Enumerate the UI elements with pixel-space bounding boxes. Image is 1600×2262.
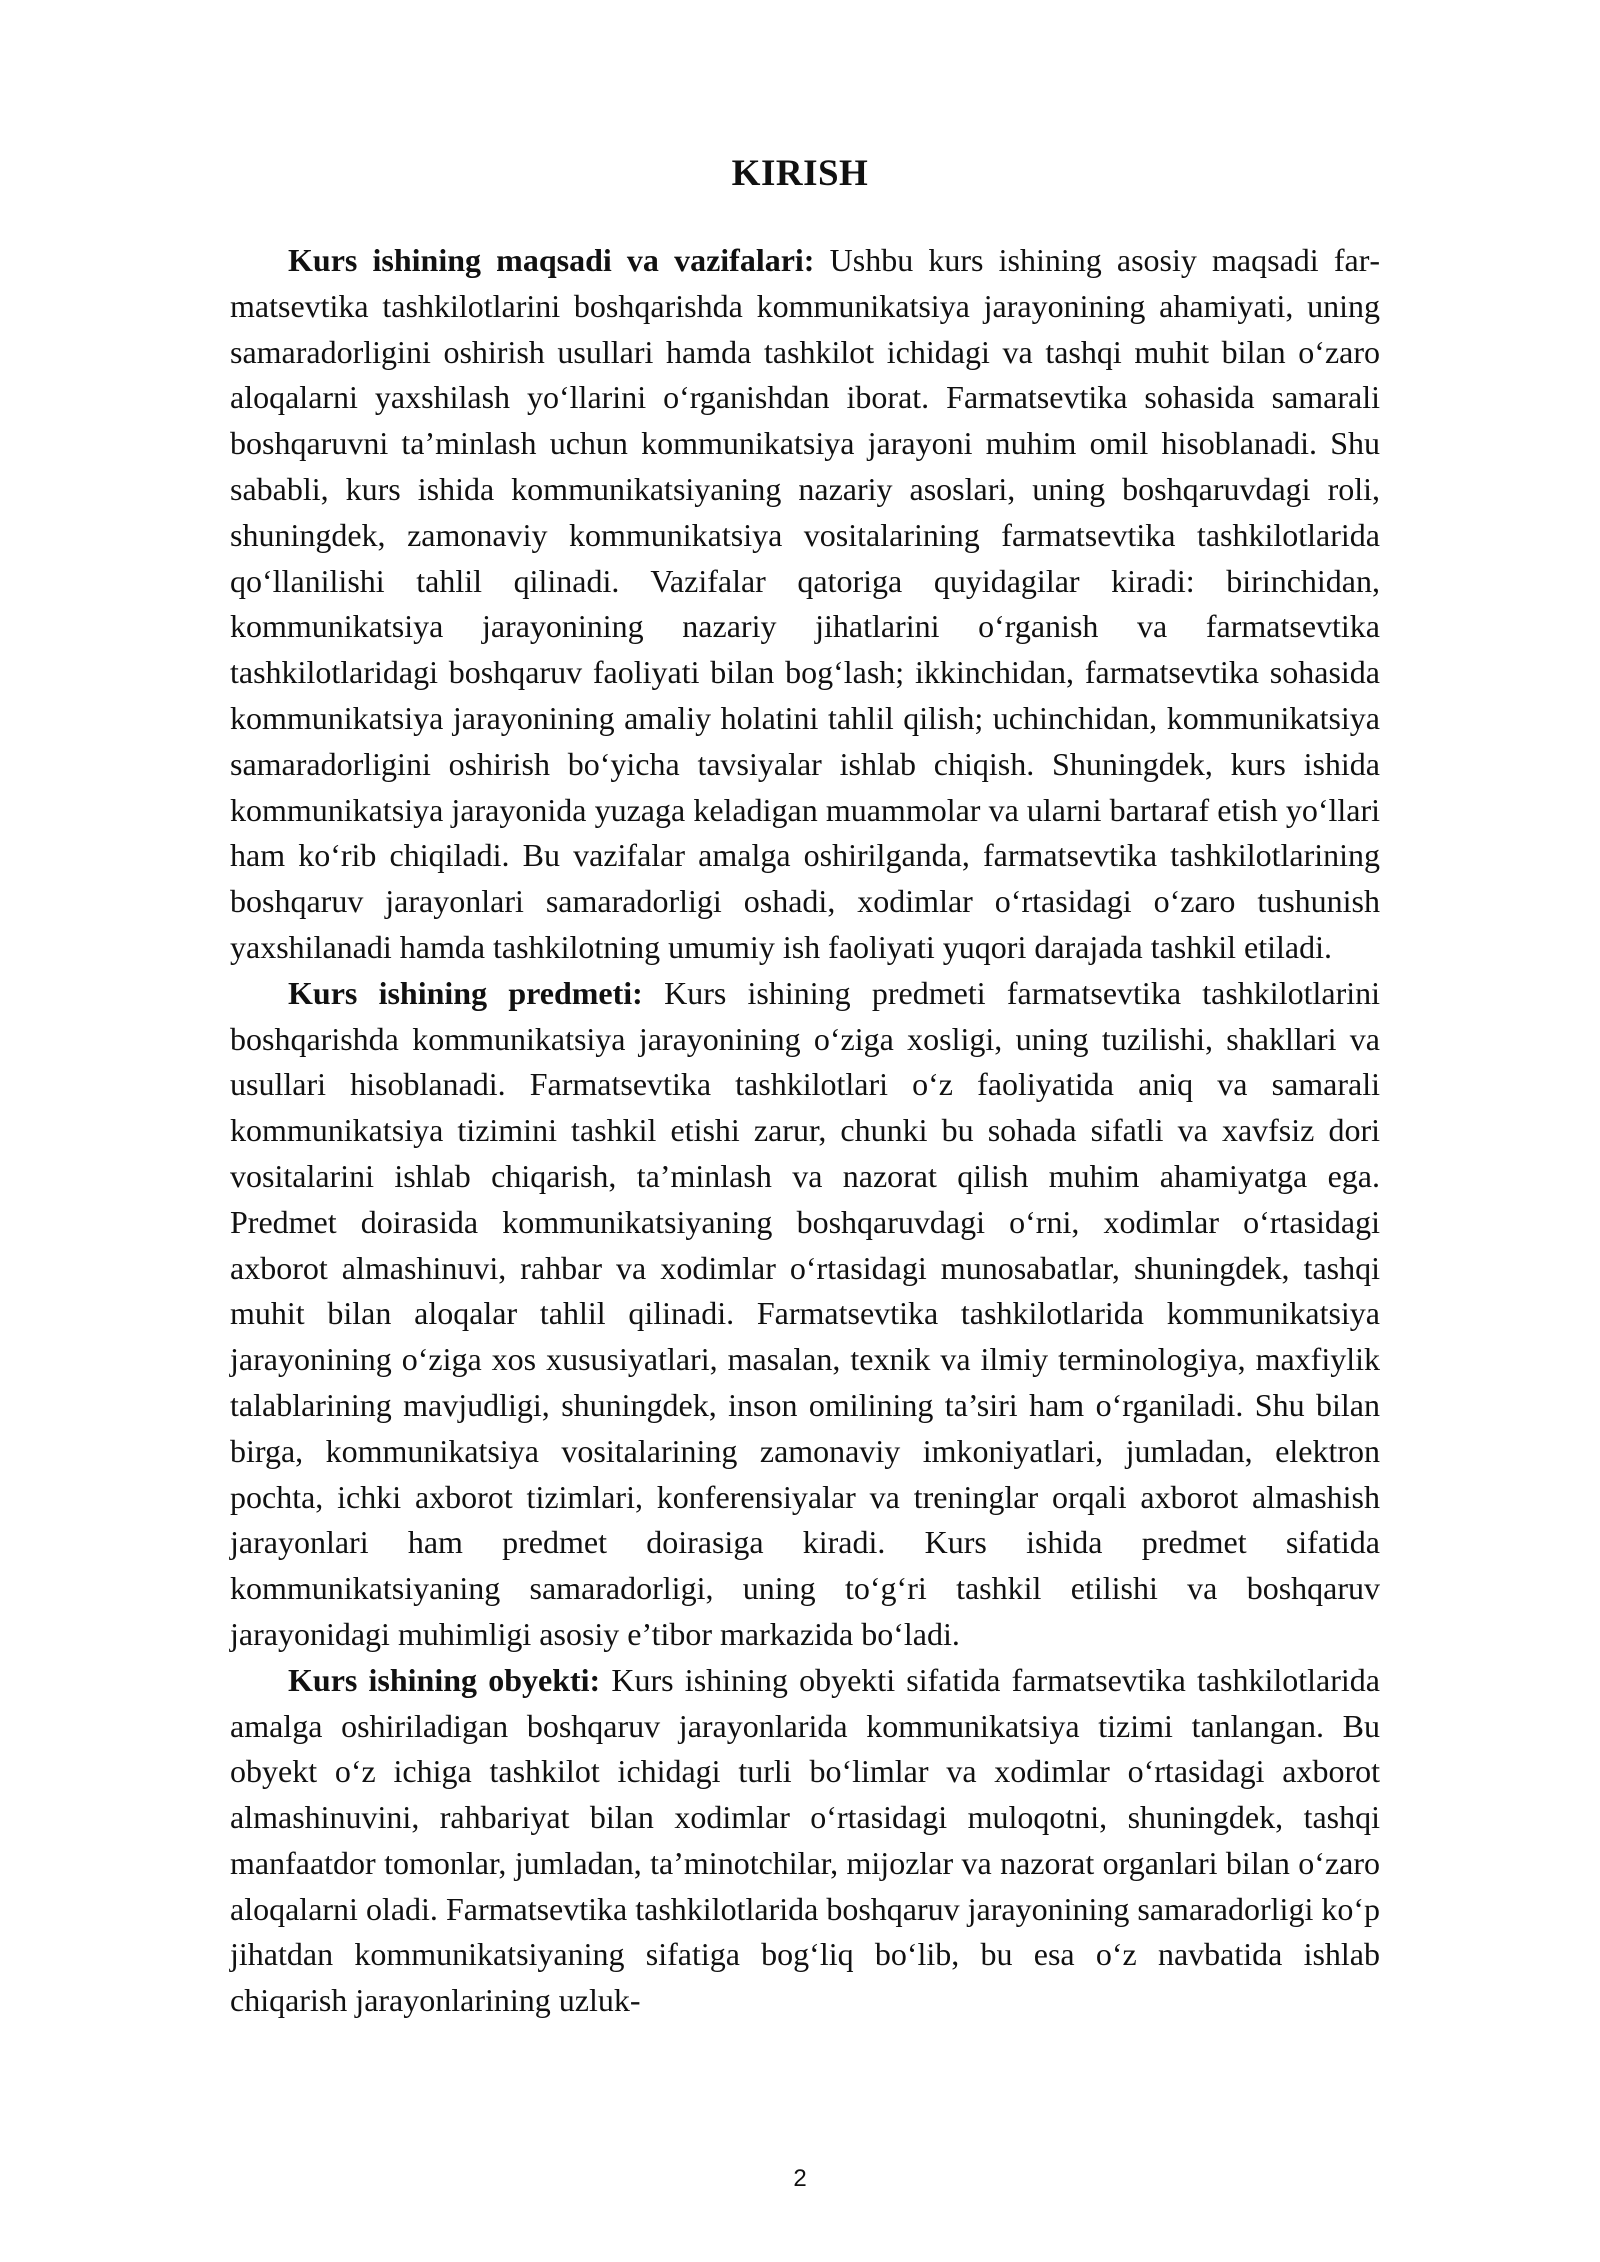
section-heading-object: Kurs ishining obyekti: [288,1661,601,1698]
page-title: KIRISH [731,153,869,194]
page-number: 2 [793,2165,807,2192]
section-text-subject: Kurs ishining predmeti farmatsevtika tashkilotlarini boshqarishda kommunikatsiya jarayonining o‘ziga xosligi, uning tuzilishi, shakllari va usullari hisoblanadi. Farmatsevtika tashkilotlari o‘z faoliyatida aniq va samarali kommunikatsiya tizimini tashkil etishi zarur, chunki bu sohada sifatli va xavfsiz dori vositalarini ishlab chiqarish, ta’minlash va nazorat qilish muhim ahamiyatga ega. Predmet doirasida kommunikatsiyaning boshqaruvdagi o‘rni, xodimlar o‘rtasidagi axborot almashinuvi, rahbar va xodimlar o‘rtasidagi munosabatlar, shuningdek, tashqi muhit bilan aloqalar tahlil qilinadi. Farmatsevtika tashkilotlarida kommunikatsiya jarayonining o‘ziga xos xususiyatlari, masalan, texnik va ilmiy terminologiya, maxfiylik talablarining mavjudligi, shuningdek, inson omilining ta’siri ham o‘rganiladi. Shu bilan birga, kommunikatsiya vositalarining zamonaviy imkoniyatlari, jumladan, elektron pochta, ichki axborot tizimlari, konferensiyalar va treninglar orqali axborot almashish jarayonlari ham predmet doirasiga kiradi. Kurs ishida predmet sifatida kommunikatsiyaning samaradorligi, uning to‘g‘ri tashkil etilishi va boshqaruv jarayonidagi muhimligi asosiy e’tibor markazida bo‘ladi. [230,974,1381,1652]
section-text-object: Kurs ishining obyekti sifatida farmatsevtika tashkilotlarida amalga oshiriladigan boshqaruv jarayonlarida kommunikatsiya tizimi tanlangan. Bu obyekt o‘z ichiga tashkilot ichidagi turli bo‘limlar va xodimlar o‘rtasidagi axborot almashinuvini, rahbariyat bilan xodimlar o‘rtasidagi muloqotni, shuningdek, tashqi manfaatdor tomonlar, jumladan, ta’minotchilar, mijozlar va nazorat organlari bilan o‘zaro aloqalarni oladi. Farmatsevtika tashkilotlarida boshqaruv jarayonining samaradorligi ko‘p jihatdan kommunikatsiyaning sifatiga bog‘liq bo‘lib, bu esa o‘z navbatida ishlab chiqarish jarayonlarining uzluk- [230,1661,1381,2019]
section-object [230,1658,1380,2024]
section-heading-purpose: Kurs ishining maqsadi va vazifalari: [288,242,815,278]
section-subject [230,971,1380,1658]
section-purpose [230,238,1380,971]
section-heading-subject: Kurs ishining predmeti: [288,974,643,1011]
body-text [230,238,1380,2024]
section-text-purpose: Ushbu kurs ishining asosiy maqsadi farmatsevtika tashkilotlarini boshqarishda kommunikatsiya jarayonining ahamiyati, uning samaradorligini oshirish usullari hamda tashkilot ichidagi va tashqi muhit bilan o‘zaro aloqalarni yaxshilash yo‘llarini o‘rganishdan iborat. Farmatsevtika sohasida samarali boshqaruvni ta’minlash uchun kommunikatsiya jarayoni muhim omil hisoblanadi. Shu sababli, kurs ishida kommunikatsiyaning nazariy asoslari, uning boshqaruvdagi roli, shuningdek, zamonaviy kommunikatsiya vositalarining farmatsevtika tashkilotlarida qo‘llanilishi tahlil qilinadi. Vazifalar qatoriga quyidagilar kiradi: birinchidan, kommunikatsiya jarayonining nazariy jihatlarini o‘rganish va farmatsevtika tashkilotlaridagi boshqaruv faoliyati bilan bog‘lash; ikkinchidan, farmatsevtika sohasida kommunikatsiya jarayonining amaliy holatini tahlil qilish; uchinchidan, kommunikatsiya samaradorligini oshirish bo‘yicha tavsiyalar ishlab chiqish. Shuningdek, kurs ishida kommunikatsiya jarayonida yuzaga keladigan muammolar va ularni bartaraf etish yo‘llari ham ko‘rib chiqiladi. Bu vazifalar amalga oshirilganda, farmatsevtika tashkilotlarining boshqaruv jarayonlari samaradorligi oshadi, xodimlar o‘rtasidagi o‘zaro tushunish yaxshilanadi hamda tashkilotning umumiy ish faoliyati yuqori darajada tashkil etiladi. [230,242,1381,965]
